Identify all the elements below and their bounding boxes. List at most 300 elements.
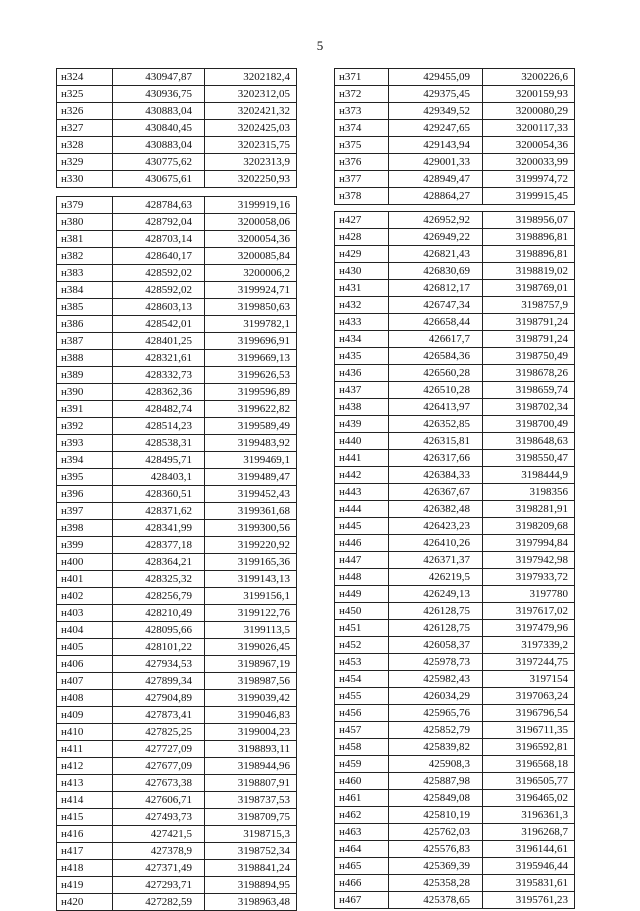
point-id-cell: н446	[335, 535, 389, 552]
point-id-cell: н459	[335, 756, 389, 773]
y-coordinate-cell: 3199589,49	[205, 418, 297, 435]
x-coordinate-cell: 426658,44	[389, 314, 483, 331]
y-coordinate-cell: 3199915,45	[483, 188, 575, 205]
point-id-cell: н414	[57, 792, 113, 809]
table-row	[57, 894, 297, 911]
x-coordinate-cell: 426617,7	[389, 331, 483, 348]
y-coordinate-cell: 3198987,56	[205, 673, 297, 690]
table-row	[335, 365, 575, 382]
table-row	[57, 792, 297, 809]
table-row	[335, 229, 575, 246]
point-id-cell: н328	[57, 137, 113, 154]
table-row	[335, 705, 575, 722]
y-coordinate-cell: 3195831,61	[483, 875, 575, 892]
x-coordinate-cell: 428949,47	[389, 171, 483, 188]
y-coordinate-cell: 3197933,72	[483, 569, 575, 586]
table-row	[335, 501, 575, 518]
point-id-cell: н418	[57, 860, 113, 877]
y-coordinate-cell: 3196268,7	[483, 824, 575, 841]
point-id-cell: н388	[57, 350, 113, 367]
x-coordinate-cell: 429001,33	[389, 154, 483, 171]
table-row	[335, 552, 575, 569]
table-row	[57, 154, 297, 171]
y-coordinate-cell: 3200054,36	[483, 137, 575, 154]
x-coordinate-cell: 425576,83	[389, 841, 483, 858]
x-coordinate-cell: 430883,04	[113, 103, 205, 120]
table-row	[335, 450, 575, 467]
table-row	[335, 858, 575, 875]
x-coordinate-cell: 426821,43	[389, 246, 483, 263]
y-coordinate-cell: 3199113,5	[205, 622, 297, 639]
y-coordinate-cell: 3199220,92	[205, 537, 297, 554]
table-row	[57, 197, 297, 214]
y-coordinate-cell: 3197063,24	[483, 688, 575, 705]
point-id-cell: н435	[335, 348, 389, 365]
point-id-cell: н437	[335, 382, 389, 399]
x-coordinate-cell: 426219,5	[389, 569, 483, 586]
table-row	[57, 418, 297, 435]
y-coordinate-cell: 3198281,91	[483, 501, 575, 518]
point-id-cell: н404	[57, 622, 113, 639]
table-row	[57, 877, 297, 894]
y-coordinate-cell: 3198444,9	[483, 467, 575, 484]
point-id-cell: н390	[57, 384, 113, 401]
table-row	[57, 69, 297, 86]
point-id-cell: н439	[335, 416, 389, 433]
point-id-cell: н381	[57, 231, 113, 248]
point-id-cell: н442	[335, 467, 389, 484]
y-coordinate-cell: 3199850,63	[205, 299, 297, 316]
y-coordinate-cell: 3198896,81	[483, 246, 575, 263]
table-row	[57, 656, 297, 673]
point-id-cell: н429	[335, 246, 389, 263]
table-row	[57, 248, 297, 265]
x-coordinate-cell: 427673,38	[113, 775, 205, 792]
table-row	[57, 809, 297, 826]
x-coordinate-cell: 428542,01	[113, 316, 205, 333]
table-row	[335, 280, 575, 297]
x-coordinate-cell: 426413,97	[389, 399, 483, 416]
point-id-cell: н420	[57, 894, 113, 911]
x-coordinate-cell: 425982,43	[389, 671, 483, 688]
y-coordinate-cell: 3197154	[483, 671, 575, 688]
table-row	[57, 843, 297, 860]
x-coordinate-cell: 426382,48	[389, 501, 483, 518]
x-coordinate-cell: 428210,49	[113, 605, 205, 622]
y-coordinate-cell: 3200033,99	[483, 154, 575, 171]
table-row	[57, 724, 297, 741]
y-coordinate-cell: 3196796,54	[483, 705, 575, 722]
y-coordinate-cell: 3198807,91	[205, 775, 297, 792]
point-id-cell: н434	[335, 331, 389, 348]
y-coordinate-cell: 3202312,05	[205, 86, 297, 103]
x-coordinate-cell: 428377,18	[113, 537, 205, 554]
x-coordinate-cell: 428325,32	[113, 571, 205, 588]
y-coordinate-cell: 3200080,29	[483, 103, 575, 120]
x-coordinate-cell: 429143,94	[389, 137, 483, 154]
table-row	[335, 120, 575, 137]
y-coordinate-cell: 3198956,07	[483, 212, 575, 229]
point-id-cell: н375	[335, 137, 389, 154]
point-id-cell: н329	[57, 154, 113, 171]
point-id-cell: н451	[335, 620, 389, 637]
x-coordinate-cell: 427606,71	[113, 792, 205, 809]
x-coordinate-cell: 426949,22	[389, 229, 483, 246]
x-coordinate-cell: 425358,28	[389, 875, 483, 892]
x-coordinate-cell: 428640,17	[113, 248, 205, 265]
x-coordinate-cell: 426128,75	[389, 603, 483, 620]
table-row	[57, 622, 297, 639]
x-coordinate-cell: 427934,53	[113, 656, 205, 673]
x-coordinate-cell: 429247,65	[389, 120, 483, 137]
table-row	[335, 807, 575, 824]
y-coordinate-cell: 3199122,76	[205, 605, 297, 622]
y-coordinate-cell: 3199300,56	[205, 520, 297, 537]
x-coordinate-cell: 425887,98	[389, 773, 483, 790]
table-row	[335, 382, 575, 399]
y-coordinate-cell: 3200058,06	[205, 214, 297, 231]
table-row	[335, 467, 575, 484]
table-row	[335, 892, 575, 909]
x-coordinate-cell: 426367,67	[389, 484, 483, 501]
table-row	[335, 399, 575, 416]
table-row	[335, 246, 575, 263]
y-coordinate-cell: 3199483,92	[205, 435, 297, 452]
table-row	[335, 773, 575, 790]
x-coordinate-cell: 428332,73	[113, 367, 205, 384]
y-coordinate-cell: 3198893,11	[205, 741, 297, 758]
table-row	[335, 654, 575, 671]
y-coordinate-cell: 3196568,18	[483, 756, 575, 773]
point-id-cell: н371	[335, 69, 389, 86]
y-coordinate-cell: 3198791,24	[483, 331, 575, 348]
table-row	[57, 435, 297, 452]
point-id-cell: н430	[335, 263, 389, 280]
x-coordinate-cell: 426584,36	[389, 348, 483, 365]
table-row	[57, 350, 297, 367]
y-coordinate-cell: 3195761,23	[483, 892, 575, 909]
table-row	[57, 214, 297, 231]
point-id-cell: н409	[57, 707, 113, 724]
x-coordinate-cell: 428095,66	[113, 622, 205, 639]
table-row	[57, 282, 297, 299]
y-coordinate-cell: 3199165,36	[205, 554, 297, 571]
table-row	[57, 741, 297, 758]
x-coordinate-cell: 428362,36	[113, 384, 205, 401]
y-coordinate-cell: 3198715,3	[205, 826, 297, 843]
point-id-cell: н392	[57, 418, 113, 435]
y-coordinate-cell: 3198678,26	[483, 365, 575, 382]
point-id-cell: н327	[57, 120, 113, 137]
y-coordinate-cell: 3199669,13	[205, 350, 297, 367]
point-id-cell: н394	[57, 452, 113, 469]
x-coordinate-cell: 428321,61	[113, 350, 205, 367]
table-row	[335, 841, 575, 858]
y-coordinate-cell: 3198702,34	[483, 399, 575, 416]
y-coordinate-cell: 3199626,53	[205, 367, 297, 384]
point-id-cell: н431	[335, 280, 389, 297]
point-id-cell: н326	[57, 103, 113, 120]
point-id-cell: н447	[335, 552, 389, 569]
y-coordinate-cell: 3196505,77	[483, 773, 575, 790]
table-row	[57, 469, 297, 486]
point-id-cell: н396	[57, 486, 113, 503]
table-row	[57, 137, 297, 154]
x-coordinate-cell: 427378,9	[113, 843, 205, 860]
point-id-cell: н379	[57, 197, 113, 214]
table-row	[335, 586, 575, 603]
table-row	[335, 790, 575, 807]
y-coordinate-cell: 3198752,34	[205, 843, 297, 860]
x-coordinate-cell: 426830,69	[389, 263, 483, 280]
point-id-cell: н373	[335, 103, 389, 120]
x-coordinate-cell: 425762,03	[389, 824, 483, 841]
x-coordinate-cell: 429375,45	[389, 86, 483, 103]
x-coordinate-cell: 428341,99	[113, 520, 205, 537]
x-coordinate-cell: 426560,28	[389, 365, 483, 382]
x-coordinate-cell: 428592,02	[113, 282, 205, 299]
x-coordinate-cell: 427873,41	[113, 707, 205, 724]
table-row	[335, 171, 575, 188]
table-row	[57, 384, 297, 401]
table-row	[57, 639, 297, 656]
x-coordinate-cell: 427904,89	[113, 690, 205, 707]
x-coordinate-cell: 428538,31	[113, 435, 205, 452]
point-id-cell: н407	[57, 673, 113, 690]
point-id-cell: н374	[335, 120, 389, 137]
table-row	[335, 137, 575, 154]
point-id-cell: н401	[57, 571, 113, 588]
table-row	[335, 739, 575, 756]
coordinates-table-right-bottom	[334, 211, 575, 909]
y-coordinate-cell: 3198209,68	[483, 518, 575, 535]
point-id-cell: н427	[335, 212, 389, 229]
point-id-cell: н433	[335, 314, 389, 331]
table-row	[57, 571, 297, 588]
table-row	[57, 758, 297, 775]
table-row	[57, 503, 297, 520]
y-coordinate-cell: 3198750,49	[483, 348, 575, 365]
y-coordinate-cell: 3198648,63	[483, 433, 575, 450]
x-coordinate-cell: 427899,34	[113, 673, 205, 690]
point-id-cell: н464	[335, 841, 389, 858]
table-row	[335, 314, 575, 331]
point-id-cell: н419	[57, 877, 113, 894]
table-row	[57, 299, 297, 316]
table-row	[57, 265, 297, 282]
x-coordinate-cell: 426812,17	[389, 280, 483, 297]
y-coordinate-cell: 3198700,49	[483, 416, 575, 433]
x-coordinate-cell: 426249,13	[389, 586, 483, 603]
y-coordinate-cell: 3202250,93	[205, 171, 297, 188]
point-id-cell: н385	[57, 299, 113, 316]
point-id-cell: н445	[335, 518, 389, 535]
point-id-cell: н460	[335, 773, 389, 790]
x-coordinate-cell: 428514,23	[113, 418, 205, 435]
table-row	[57, 554, 297, 571]
point-id-cell: н416	[57, 826, 113, 843]
point-id-cell: н448	[335, 569, 389, 586]
x-coordinate-cell: 426128,75	[389, 620, 483, 637]
point-id-cell: н399	[57, 537, 113, 554]
table-row	[57, 690, 297, 707]
x-coordinate-cell: 428364,21	[113, 554, 205, 571]
table-row	[57, 452, 297, 469]
table-row	[57, 826, 297, 843]
table-row	[57, 333, 297, 350]
x-coordinate-cell: 425908,3	[389, 756, 483, 773]
table-row	[335, 86, 575, 103]
y-coordinate-cell: 3197479,96	[483, 620, 575, 637]
y-coordinate-cell: 3198791,24	[483, 314, 575, 331]
page-number: 5	[316, 38, 324, 53]
table-row	[57, 707, 297, 724]
point-id-cell: н457	[335, 722, 389, 739]
table-row	[335, 212, 575, 229]
x-coordinate-cell: 425810,19	[389, 807, 483, 824]
table-row	[335, 484, 575, 501]
x-coordinate-cell: 425378,65	[389, 892, 483, 909]
point-id-cell: н453	[335, 654, 389, 671]
x-coordinate-cell: 427677,09	[113, 758, 205, 775]
point-id-cell: н408	[57, 690, 113, 707]
point-id-cell: н417	[57, 843, 113, 860]
point-id-cell: н438	[335, 399, 389, 416]
x-coordinate-cell: 427371,49	[113, 860, 205, 877]
y-coordinate-cell: 3199039,42	[205, 690, 297, 707]
table-row	[335, 688, 575, 705]
x-coordinate-cell: 426952,92	[389, 212, 483, 229]
y-coordinate-cell: 3197244,75	[483, 654, 575, 671]
y-coordinate-cell: 3198896,81	[483, 229, 575, 246]
point-id-cell: н411	[57, 741, 113, 758]
x-coordinate-cell: 428592,02	[113, 265, 205, 282]
y-coordinate-cell: 3198819,02	[483, 263, 575, 280]
point-id-cell: н406	[57, 656, 113, 673]
point-id-cell: н444	[335, 501, 389, 518]
y-coordinate-cell: 3197942,98	[483, 552, 575, 569]
y-coordinate-cell: 3199361,68	[205, 503, 297, 520]
table-row	[335, 103, 575, 120]
y-coordinate-cell: 3199046,83	[205, 707, 297, 724]
y-coordinate-cell: 3198757,9	[483, 297, 575, 314]
point-id-cell: н398	[57, 520, 113, 537]
y-coordinate-cell: 3196711,35	[483, 722, 575, 739]
point-id-cell: н463	[335, 824, 389, 841]
table-row	[57, 775, 297, 792]
x-coordinate-cell: 430675,61	[113, 171, 205, 188]
point-id-cell: н397	[57, 503, 113, 520]
y-coordinate-cell: 3202182,4	[205, 69, 297, 86]
y-coordinate-cell: 3197617,02	[483, 603, 575, 620]
x-coordinate-cell: 425978,73	[389, 654, 483, 671]
point-id-cell: н436	[335, 365, 389, 382]
y-coordinate-cell: 3200085,84	[205, 248, 297, 265]
point-id-cell: н376	[335, 154, 389, 171]
table-row	[57, 673, 297, 690]
table-row	[335, 756, 575, 773]
x-coordinate-cell: 429349,52	[389, 103, 483, 120]
point-id-cell: н330	[57, 171, 113, 188]
point-id-cell: н462	[335, 807, 389, 824]
table-row	[57, 588, 297, 605]
point-id-cell: н467	[335, 892, 389, 909]
table-row	[335, 518, 575, 535]
y-coordinate-cell: 3198550,47	[483, 450, 575, 467]
coordinates-table-right-top	[334, 68, 575, 205]
x-coordinate-cell: 428603,13	[113, 299, 205, 316]
x-coordinate-cell: 426371,37	[389, 552, 483, 569]
table-row	[57, 401, 297, 418]
y-coordinate-cell: 3199974,72	[483, 171, 575, 188]
x-coordinate-cell: 427282,59	[113, 894, 205, 911]
table-row	[335, 416, 575, 433]
x-coordinate-cell: 430883,04	[113, 137, 205, 154]
x-coordinate-cell: 428864,27	[389, 188, 483, 205]
x-coordinate-cell: 426747,34	[389, 297, 483, 314]
point-id-cell: н403	[57, 605, 113, 622]
y-coordinate-cell: 3195946,44	[483, 858, 575, 875]
x-coordinate-cell: 428792,04	[113, 214, 205, 231]
x-coordinate-cell: 428256,79	[113, 588, 205, 605]
x-coordinate-cell: 427293,71	[113, 877, 205, 894]
table-row	[335, 722, 575, 739]
point-id-cell: н384	[57, 282, 113, 299]
point-id-cell: н456	[335, 705, 389, 722]
table-row	[57, 103, 297, 120]
y-coordinate-cell: 3198356	[483, 484, 575, 501]
y-coordinate-cell: 3202313,9	[205, 154, 297, 171]
y-coordinate-cell: 3199696,91	[205, 333, 297, 350]
y-coordinate-cell: 3197994,84	[483, 535, 575, 552]
point-id-cell: н405	[57, 639, 113, 656]
x-coordinate-cell: 428360,51	[113, 486, 205, 503]
x-coordinate-cell: 426058,37	[389, 637, 483, 654]
x-coordinate-cell: 425965,76	[389, 705, 483, 722]
point-id-cell: н372	[335, 86, 389, 103]
point-id-cell: н378	[335, 188, 389, 205]
x-coordinate-cell: 426384,33	[389, 467, 483, 484]
y-coordinate-cell: 3202421,32	[205, 103, 297, 120]
x-coordinate-cell: 427825,25	[113, 724, 205, 741]
y-coordinate-cell: 3198709,75	[205, 809, 297, 826]
point-id-cell: н461	[335, 790, 389, 807]
table-row	[335, 154, 575, 171]
point-id-cell: н402	[57, 588, 113, 605]
point-id-cell: н432	[335, 297, 389, 314]
table-row	[335, 637, 575, 654]
y-coordinate-cell: 3200117,33	[483, 120, 575, 137]
point-id-cell: н415	[57, 809, 113, 826]
table-row	[335, 348, 575, 365]
y-coordinate-cell: 3199469,1	[205, 452, 297, 469]
point-id-cell: н449	[335, 586, 389, 603]
x-coordinate-cell: 425369,39	[389, 858, 483, 875]
y-coordinate-cell: 3200006,2	[205, 265, 297, 282]
table-row	[57, 486, 297, 503]
y-coordinate-cell: 3199596,89	[205, 384, 297, 401]
x-coordinate-cell: 428703,14	[113, 231, 205, 248]
x-coordinate-cell: 428482,74	[113, 401, 205, 418]
y-coordinate-cell: 3199156,1	[205, 588, 297, 605]
coordinates-table-left-top	[56, 68, 297, 188]
table-row	[335, 297, 575, 314]
y-coordinate-cell: 3199143,13	[205, 571, 297, 588]
table-row	[57, 605, 297, 622]
point-id-cell: н465	[335, 858, 389, 875]
y-coordinate-cell: 3199452,43	[205, 486, 297, 503]
y-coordinate-cell: 3199919,16	[205, 197, 297, 214]
